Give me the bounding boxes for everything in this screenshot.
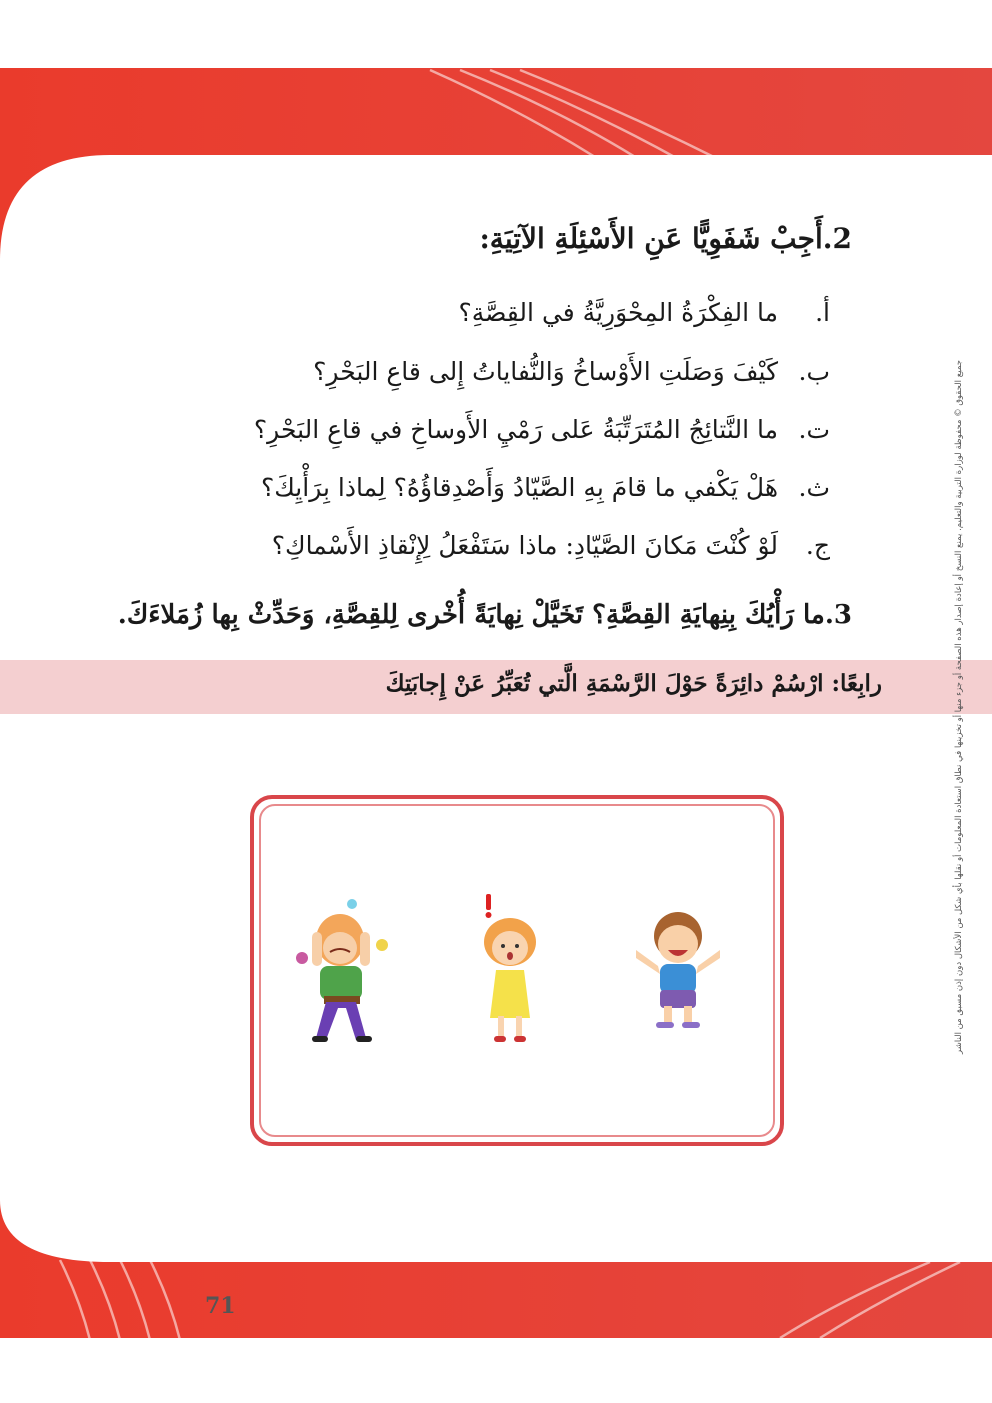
- item-letter: أ.: [815, 298, 830, 327]
- item-letter: ث.: [798, 473, 830, 502]
- copyright-side-note: جميع الحقوق © محفوظة لوزارة التربية والتعليم. يمنع النسخ أو إعادة إصدار هذه الصفحة أو جزء منها أو تخزينها في نطاق استعادة المعلومات أو نقلها بأي شكل من الأشكال دون إذن مسبق من الناشر: [954, 360, 964, 1054]
- item-letter: ج.: [805, 531, 830, 560]
- section-four-instruction: رابِعًا: ارْسُمْ دائِرَةً حَوْلَ الرَّسْمَةِ الَّتي تُعَبِّرُ عَنْ إِجابَتِكَ: [385, 670, 882, 697]
- question-item-t: [254, 415, 830, 444]
- question-item-th: [261, 473, 830, 502]
- item-text: هَلْ يَكْفي ما قامَ بِهِ الصَّيّادُ وَأَصْدِقاؤُهُ؟ لِماذا بِرَأْيِكَ؟: [260, 473, 778, 502]
- item-text: كَيْفَ وَصَلَتِ الأَوْساخُ وَالنُّفاياتُ إِلى قاعِ البَحْرِ؟: [313, 357, 778, 386]
- question-item-b: [313, 357, 830, 386]
- item-letter: ت.: [798, 415, 830, 444]
- question-2-heading: 2.أَجِبْ شَفَوِيًّا عَنِ الأَسْئِلَةِ الآتِيَةِ:: [479, 222, 852, 255]
- happy-boy-image[interactable]: [628, 900, 728, 1040]
- item-text: ما النَّتائِجُ المُتَرَتِّبَةُ عَلى رَمْيِ الأَوساخِ في قاعِ البَحْرِ؟: [253, 415, 778, 444]
- item-text: ما الفِكْرَةُ المِحْوَرِيَّةُ في القِصَّةِ؟: [458, 298, 778, 327]
- page-number: 71: [205, 1293, 236, 1319]
- item-text: لَوْ كُنْتَ مَكانَ الصَّيّادِ: ماذا سَتَفْعَلُ لِإِنْقاذِ الأَسْماكِ؟: [271, 531, 778, 560]
- angry-boy-image[interactable]: [290, 890, 390, 1050]
- surprised-girl-image[interactable]: [470, 890, 550, 1050]
- question-item-a: [458, 298, 830, 327]
- question-item-j: [272, 531, 830, 560]
- item-letter: ب.: [798, 357, 830, 386]
- question-3-heading: 3.ما رَأْيُكَ بِنِهايَةِ القِصَّةِ؟ تَخَيَّلْ نِهايَةً أُخْرى لِلقِصَّةِ، وَحَدِّثْ بِها زُمَلاءَكَ.: [117, 600, 852, 630]
